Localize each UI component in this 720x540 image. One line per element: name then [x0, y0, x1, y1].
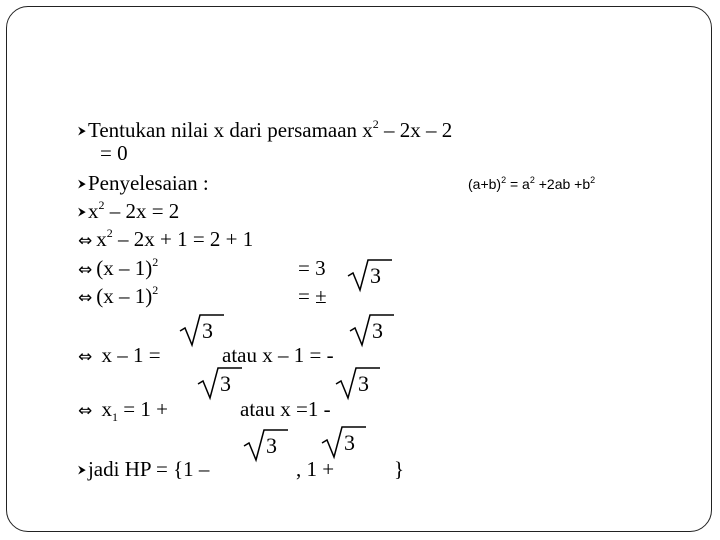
- sqrt-3: 3: [348, 313, 394, 349]
- sqrt-3: 3: [196, 366, 242, 402]
- binomial-formula-hint: $(a+b)^2 = a^2 +2ab +b^2$: [468, 175, 596, 192]
- sqrt-3: 3: [320, 425, 366, 461]
- equivalence-arrow-icon: ⇔: [78, 231, 93, 251]
- step-5-alternative: atau x – 1 = -: [222, 343, 334, 367]
- final-answer: ⮞jadi HP = {1 –: [78, 457, 210, 481]
- step-6: ⇔ $x_1 = 1$ +: [78, 397, 168, 425]
- step-4: ⇔ (x – 1)$^2$: [78, 283, 159, 308]
- sqrt-3: 3: [346, 258, 392, 294]
- step-3: ⇔ (x – 1)$^2$: [78, 255, 159, 280]
- bullet-icon: ⮞: [78, 176, 86, 190]
- bullet-icon: ⮞: [78, 462, 86, 476]
- final-answer-second: , 1 +: [296, 457, 335, 481]
- equivalence-arrow-icon: ⇔: [78, 347, 93, 367]
- step-6-alternative: atau x =1 -: [240, 397, 331, 421]
- step-1: $⮞x^2 - 2x = 2$: [78, 198, 180, 223]
- step-2: ⇔ $x^2 - 2x + 1 = 2 + 1$: [78, 226, 254, 251]
- step-4-equals: = ±: [298, 284, 327, 308]
- equivalence-arrow-icon: ⇔: [78, 401, 93, 421]
- step-5: ⇔ x – 1 =: [78, 343, 161, 367]
- equivalence-arrow-icon: ⇔: [78, 288, 93, 308]
- solution-label: ⮞Penyelesaian :: [78, 171, 209, 195]
- bullet-icon: ⮞: [78, 123, 86, 137]
- sqrt-3: 3: [178, 313, 224, 349]
- step-3-equals: = 3: [298, 256, 326, 280]
- equivalence-arrow-icon: ⇔: [78, 260, 93, 280]
- bullet-icon: ⮞: [78, 204, 86, 218]
- sqrt-3: 3: [242, 428, 288, 464]
- final-answer-close: }: [394, 457, 405, 481]
- problem-line: ⮞Tentukan nilai x dari persamaan $x^2 - 2x - 2$: [78, 117, 453, 142]
- sqrt-3: 3: [334, 366, 380, 402]
- problem-line-continued: = 0: [100, 141, 128, 165]
